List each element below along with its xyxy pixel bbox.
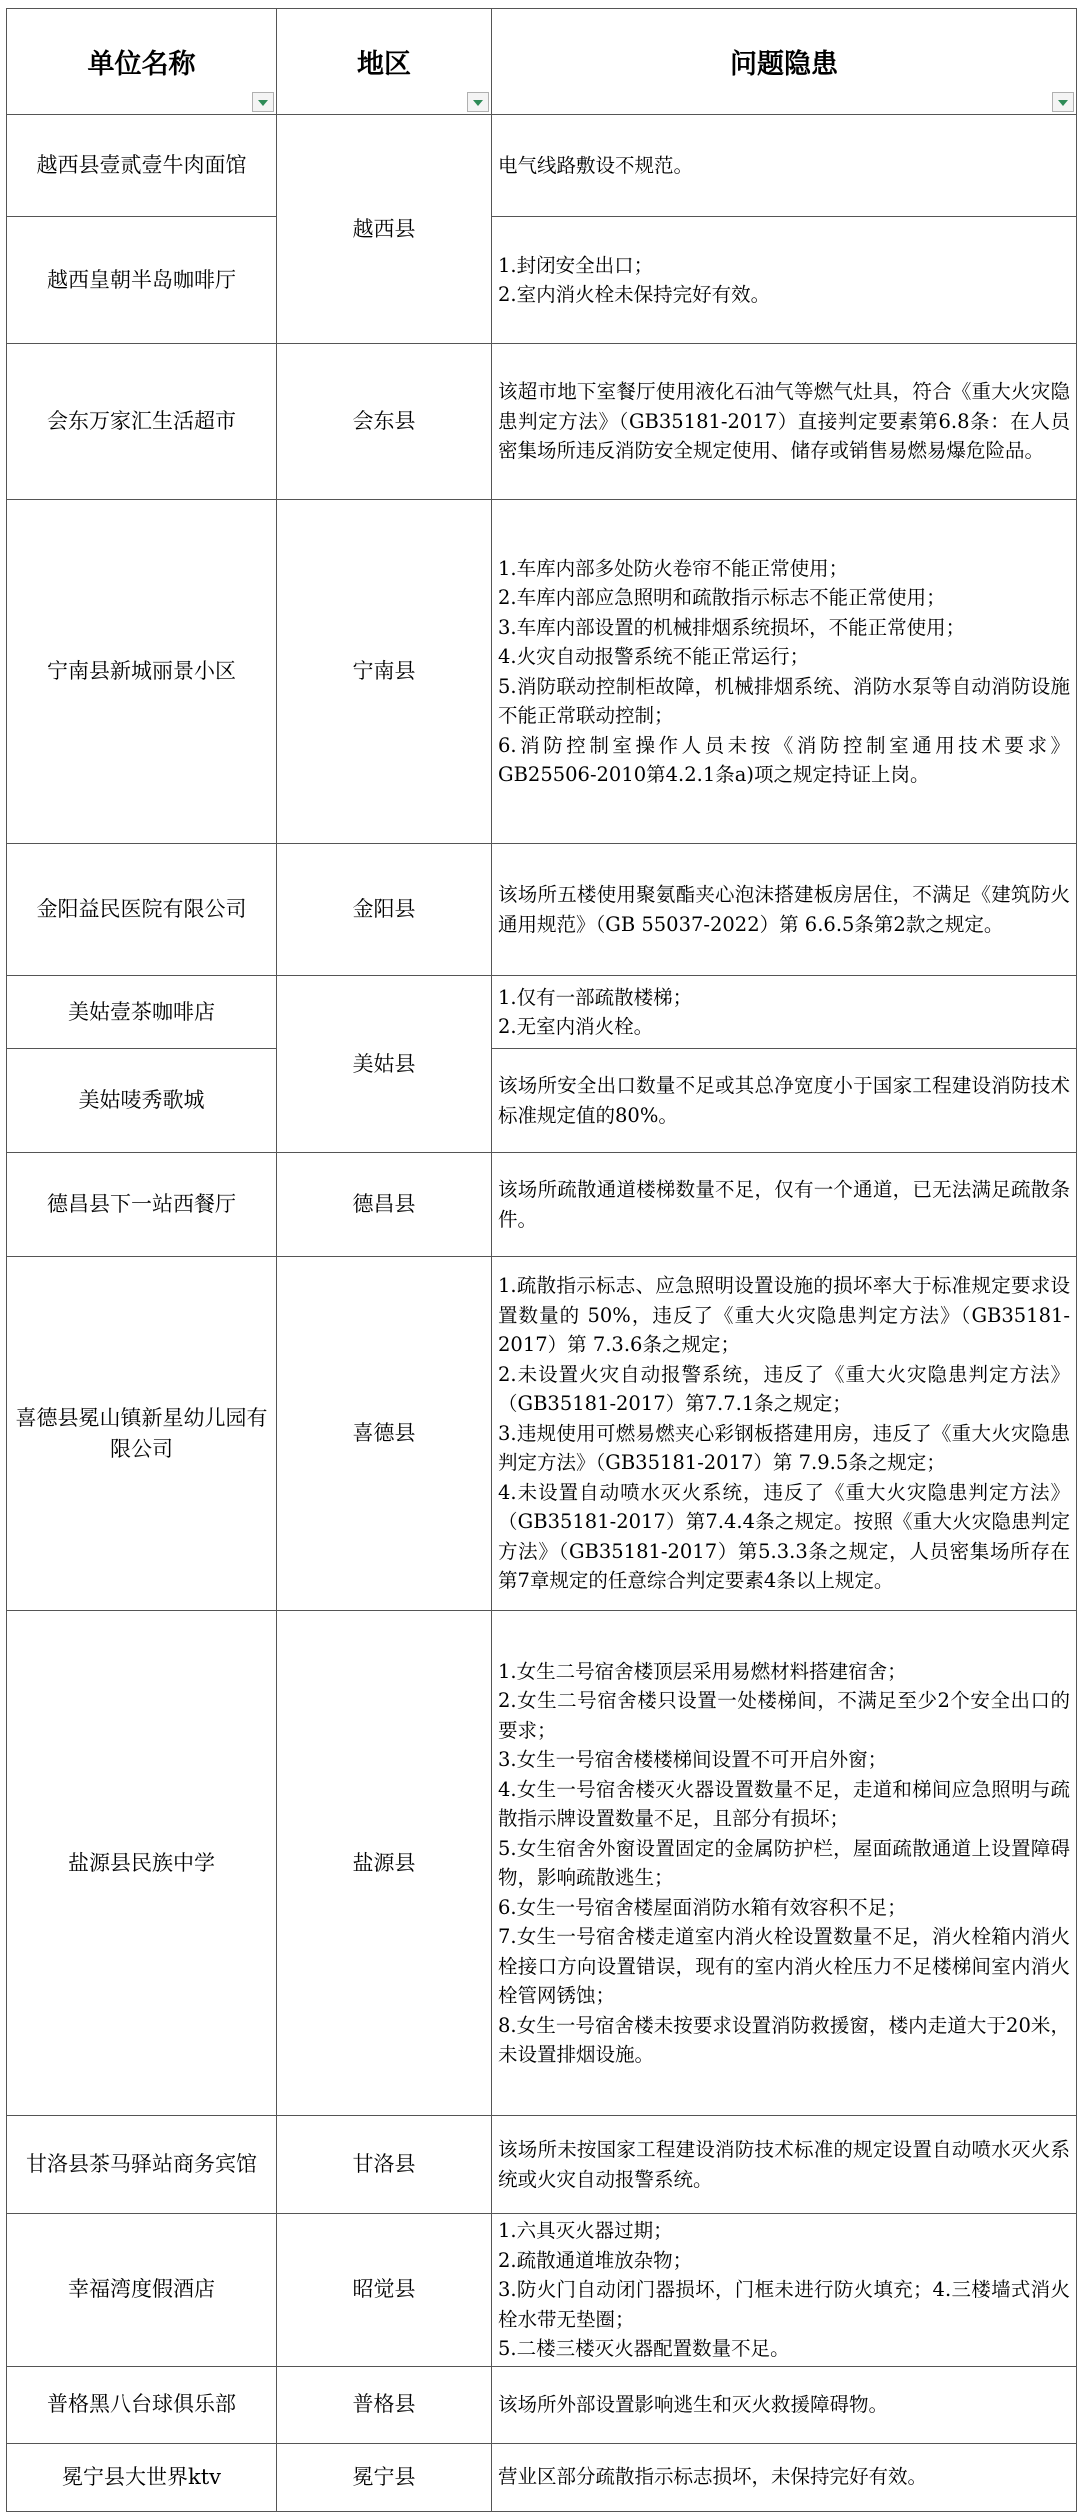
- unit-name-cell[interactable]: 德昌县下一站西餐厅: [7, 1153, 277, 1257]
- issue-line: 6.女生一号宿舍楼屋面消防水箱有效容积不足；: [498, 1895, 907, 1919]
- issue-line: 5.消防联动控制柜故障，机械排烟系统、消防水泵等自动消防设施不能正常联动控制；: [498, 674, 1070, 727]
- issue-line: 2.无室内消火栓。: [498, 1015, 654, 1038]
- issue-line: 7.女生一号宿舍楼走道室内消火栓设置数量不足，消火栓箱内消火栓接口方向设置错误，现有的室内消火栓压力不足楼梯间室内消火栓管网锈蚀；: [498, 1925, 1070, 2007]
- table-row: [7, 217, 1077, 344]
- issue-line: 3.女生一号宿舍楼楼梯间设置不可开启外窗；: [498, 1748, 888, 1771]
- unit-name-cell[interactable]: 普格黑八台球俱乐部: [7, 2366, 277, 2443]
- issue-line: 该场所外部设置影响逃生和灭火救援障碍物。: [498, 2392, 889, 2416]
- filter-dropdown-icon[interactable]: [467, 92, 489, 112]
- issue-line: 该场所未按国家工程建设消防技术标准的规定设置自动喷水灭火系统或火灾自动报警系统。: [498, 2138, 1070, 2191]
- region-cell[interactable]: 喜德县: [277, 1257, 492, 1611]
- issue-line: 8.女生一号宿舍楼未按要求设置消防救援窗，楼内走道大于20米，未设置排烟设施。: [498, 2013, 1070, 2066]
- issue-cell[interactable]: [492, 1257, 1077, 1611]
- header-region: [277, 9, 492, 115]
- issue-line: 4.未设置自动喷水灭火系统，违反了《重大火灾隐患判定方法》（GB35181-2017）第7.4.4条之规定。按照《重大火灾隐患判定方法》（GB35181-2017）第5.3.3条之规定，人员密集场所存在第7章规定的任意综合判定要素4条以上规定。: [498, 1480, 1070, 1593]
- issue-line: 该超市地下室餐厅使用液化石油气等燃气灶具，符合《重大火灾隐患判定方法》（GB35181-2017）直接判定要素第6.8条：在人员密集场所违反消防安全规定使用、储存或销售易燃易爆危险品。: [498, 380, 1070, 463]
- issue-cell[interactable]: [492, 976, 1077, 1049]
- issue-line: 1.疏散指示标志、应急照明设置设施的损坏率大于标准规定要求设置数量的 50%，违反了《重大火灾隐患判定方法》（GB35181-2017）第 7.3.6条之规定；: [498, 1274, 1070, 1357]
- filter-dropdown-icon[interactable]: [1052, 92, 1074, 112]
- table-row: [7, 2366, 1077, 2443]
- issue-line: 2.车库内部应急照明和疏散指示标志不能正常使用；: [498, 586, 946, 609]
- issue-line: 2.女生二号宿舍楼只设置一处楼梯间，不满足至少2个安全出口的要求；: [498, 1689, 1070, 1742]
- table-row: [7, 2116, 1077, 2214]
- region-cell[interactable]: 盐源县: [277, 1611, 492, 2116]
- issue-line: 该场所安全出口数量不足或其总净宽度小于国家工程建设消防技术标准规定值的80%。: [498, 1074, 1070, 1127]
- header-row: [7, 9, 1077, 115]
- region-cell[interactable]: 金阳县: [277, 844, 492, 976]
- unit-name-cell[interactable]: 越西县壹贰壹牛肉面馆: [7, 115, 277, 217]
- table-row: [7, 1153, 1077, 1257]
- header-issue: [492, 9, 1077, 115]
- table-row: [7, 500, 1077, 844]
- unit-name-cell[interactable]: 美姑壹茶咖啡店: [7, 976, 277, 1049]
- hazard-table: [6, 8, 1077, 2512]
- issue-line: 1.女生二号宿舍楼顶层采用易燃材料搭建宿舍；: [498, 1659, 907, 1683]
- unit-name-cell[interactable]: 喜德县冕山镇新星幼儿园有限公司: [7, 1257, 277, 1611]
- table-row: [7, 344, 1077, 500]
- issue-cell[interactable]: [492, 2214, 1077, 2367]
- region-cell[interactable]: 冕宁县: [277, 2443, 492, 2511]
- unit-name-cell[interactable]: 幸福湾度假酒店: [7, 2214, 277, 2367]
- issue-cell[interactable]: [492, 500, 1077, 844]
- issue-cell[interactable]: [492, 1153, 1077, 1257]
- issue-cell[interactable]: [492, 1611, 1077, 2116]
- issue-cell[interactable]: [492, 2366, 1077, 2443]
- issue-line: 2.室内消火栓未保持完好有效。: [498, 283, 771, 306]
- header-unit: [7, 9, 277, 115]
- table-row: [7, 976, 1077, 1049]
- table-row: [7, 1257, 1077, 1611]
- issue-line: 5.二楼三楼灭火器配置数量不足。: [498, 2337, 790, 2360]
- unit-name-cell[interactable]: 会东万家汇生活超市: [7, 344, 277, 500]
- issue-cell[interactable]: [492, 1049, 1077, 1153]
- region-cell[interactable]: 德昌县: [277, 1153, 492, 1257]
- spreadsheet: [6, 8, 1076, 2512]
- issue-line: 3.防火门自动闭门器损坏，门框未进行防火填充；4.三楼墙式消火栓水带无垫圈；: [498, 2278, 1070, 2331]
- unit-name-cell[interactable]: 越西皇朝半岛咖啡厅: [7, 217, 277, 344]
- issue-line: 1.车库内部多处防火卷帘不能正常使用；: [498, 556, 849, 580]
- region-cell[interactable]: 美姑县: [277, 976, 492, 1153]
- unit-name-cell[interactable]: 美姑唛秀歌城: [7, 1049, 277, 1153]
- table-row: [7, 1049, 1077, 1153]
- table-row: [7, 2214, 1077, 2367]
- issue-line: 1.封闭安全出口；: [498, 253, 654, 277]
- issue-cell[interactable]: [492, 844, 1077, 976]
- table-row: [7, 115, 1077, 217]
- unit-name-cell[interactable]: 宁南县新城丽景小区: [7, 500, 277, 844]
- issue-cell[interactable]: [492, 115, 1077, 217]
- region-cell[interactable]: 昭觉县: [277, 2214, 492, 2367]
- region-cell[interactable]: 甘洛县: [277, 2116, 492, 2214]
- unit-name-cell[interactable]: 冕宁县大世界ktv: [7, 2443, 277, 2511]
- issue-line: 1.仅有一部疏散楼梯；: [498, 985, 693, 1009]
- filter-dropdown-icon[interactable]: [252, 92, 274, 112]
- header-region-label: 地区: [357, 49, 411, 80]
- issue-line: 1.六具灭火器过期；: [498, 2219, 673, 2242]
- issue-line: 电气线路敷设不规范。: [498, 153, 694, 177]
- header-issue-label: 问题隐患: [730, 49, 838, 80]
- issue-line: 4.女生一号宿舍楼灭火器设置数量不足，走道和梯间应急照明与疏散指示牌设置数量不足，且部分有损坏；: [498, 1777, 1070, 1830]
- issue-cell[interactable]: [492, 344, 1077, 500]
- issue-line: 3.车库内部设置的机械排烟系统损坏，不能正常使用；: [498, 615, 966, 639]
- header-unit-label: 单位名称: [87, 49, 196, 80]
- region-cell[interactable]: 越西县: [277, 115, 492, 344]
- issue-line: 4.火灾自动报警系统不能正常运行；: [498, 645, 810, 668]
- issue-line: 该场所疏散通道楼梯数量不足，仅有一个通道，已无法满足疏散条件。: [498, 1178, 1070, 1231]
- issue-cell[interactable]: [492, 2116, 1077, 2214]
- issue-line: 2.疏散通道堆放杂物；: [498, 2248, 693, 2272]
- issue-line: 3.违规使用可燃易燃夹心彩钢板搭建用房，违反了《重大火灾隐患判定方法》（GB35181-2017）第 7.9.5条之规定；: [498, 1421, 1070, 1475]
- table-row: [7, 1611, 1077, 2116]
- table-row: [7, 844, 1077, 976]
- issue-line: 5.女生宿舍外窗设置固定的金属防护栏，屋面疏散通道上设置障碍物，影响疏散逃生；: [498, 1836, 1070, 1889]
- unit-name-cell[interactable]: 金阳益民医院有限公司: [7, 844, 277, 976]
- issue-line: 营业区部分疏散指示标志损坏，未保持完好有效。: [498, 2465, 928, 2489]
- region-cell[interactable]: 普格县: [277, 2366, 492, 2443]
- region-cell[interactable]: 会东县: [277, 344, 492, 500]
- unit-name-cell[interactable]: 盐源县民族中学: [7, 1611, 277, 2116]
- issue-cell[interactable]: [492, 217, 1077, 344]
- issue-line: 2.未设置火灾自动报警系统，违反了《重大火灾隐患判定方法》（GB35181-2017）第7.7.1条之规定；: [498, 1362, 1070, 1416]
- region-cell[interactable]: 宁南县: [277, 500, 492, 844]
- issue-cell[interactable]: [492, 2443, 1077, 2511]
- table-row: [7, 2443, 1077, 2511]
- issue-line: 该场所五楼使用聚氨酯夹心泡沫搭建板房居住，不满足《建筑防火通用规范》（GB 55037-2022）第 6.6.5条第2款之规定。: [498, 883, 1070, 936]
- unit-name-cell[interactable]: 甘洛县茶马驿站商务宾馆: [7, 2116, 277, 2214]
- issue-line: 6.消防控制室操作人员未按《消防控制室通用技术要求》GB25506-2010第4.2.1条a)项之规定持证上岗。: [498, 733, 1070, 786]
